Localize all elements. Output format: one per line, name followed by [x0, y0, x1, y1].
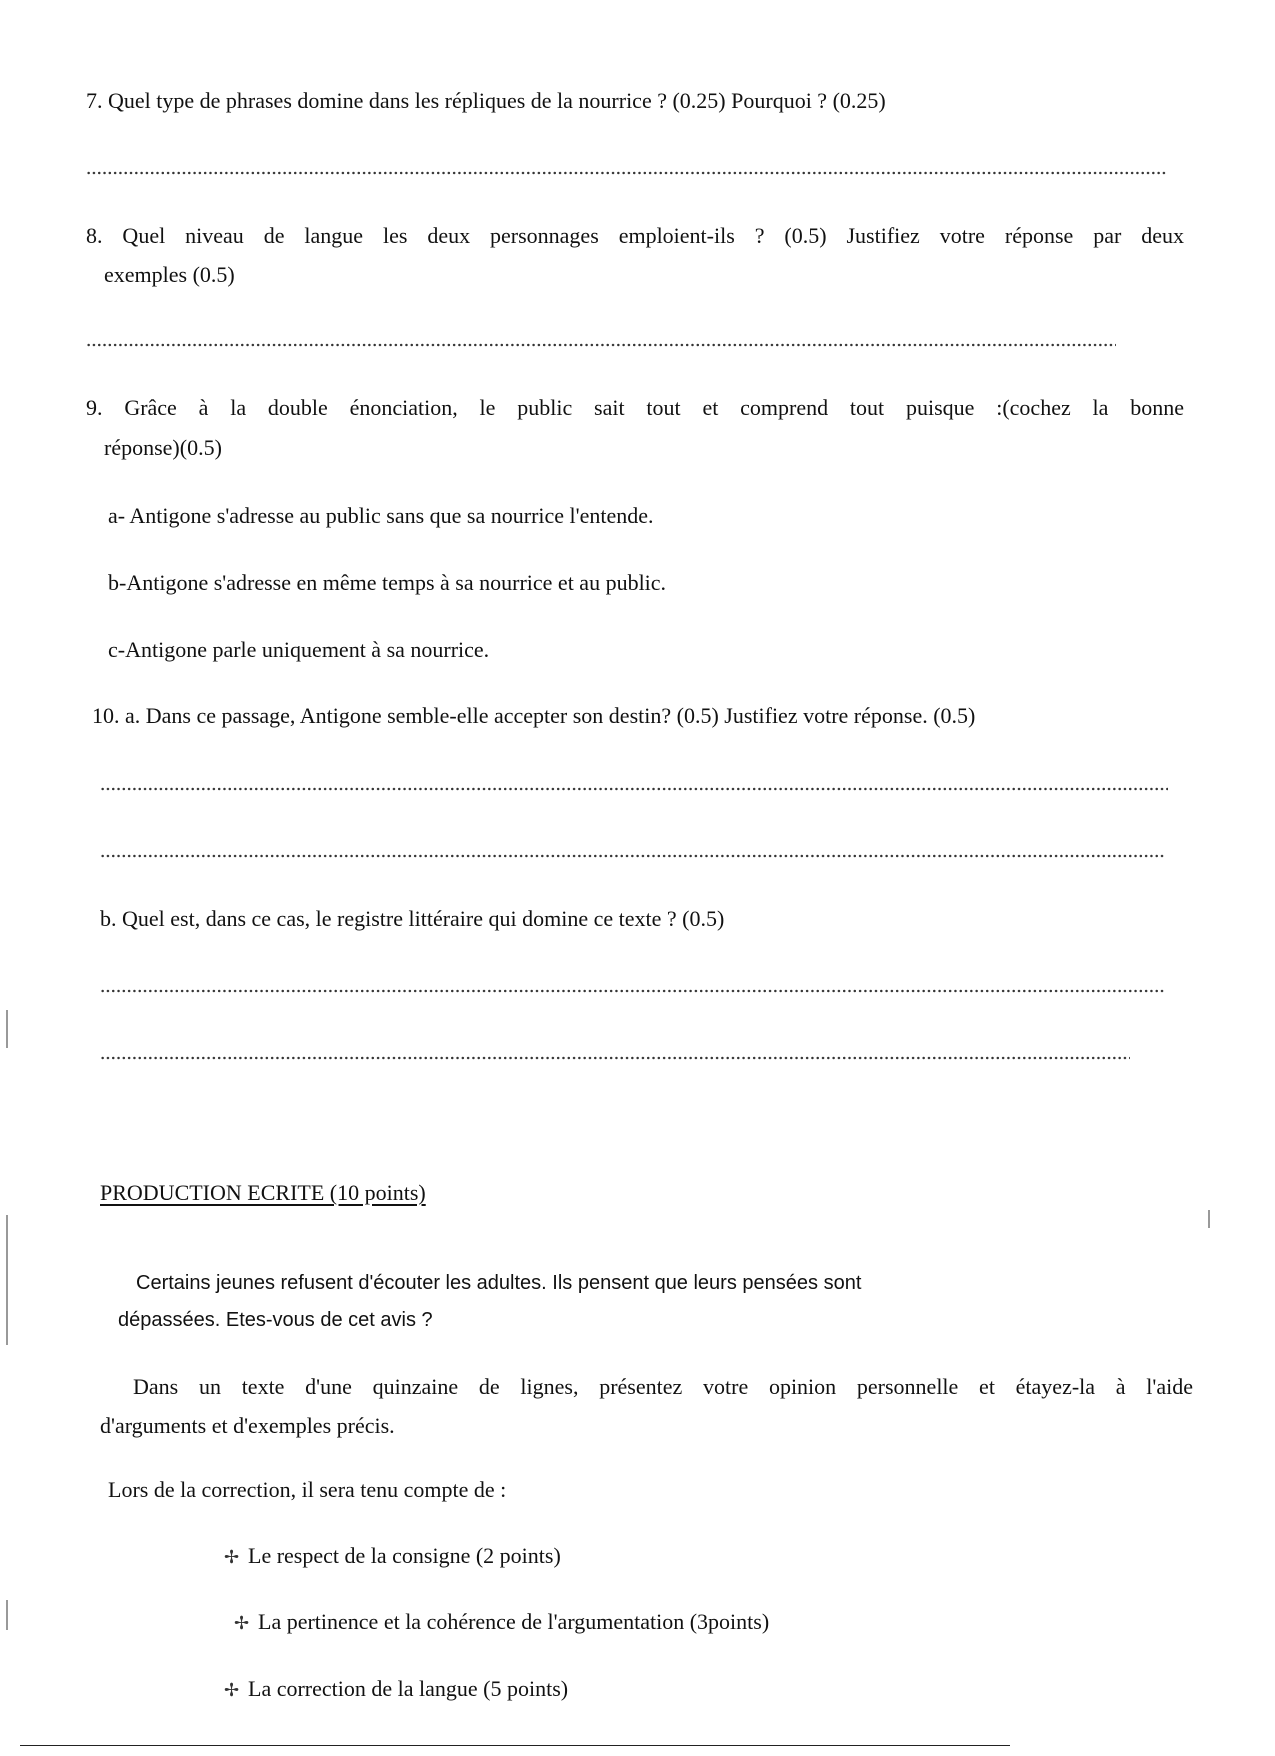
scan-speck — [6, 1600, 8, 1630]
criterion-3 — [224, 1676, 568, 1704]
scan-speck — [6, 1215, 8, 1345]
instruction-line-2: d'arguments et d'exemples précis. — [100, 1413, 395, 1438]
criterion-1-text: Le respect de la consigne (2 points) — [248, 1543, 561, 1568]
question-8-line-1: 8. Quel niveau de langue les deux personnages emploient-ils ? (0.5) Justifiez votre réponse par deux — [86, 223, 1184, 248]
answer-line-q10a-1[interactable] — [100, 786, 1168, 792]
footer-rule — [20, 1745, 1010, 1746]
criterion-2-text: La pertinence et la cohérence de l'argumentation (3points) — [258, 1609, 770, 1634]
scan-speck — [6, 1010, 8, 1048]
option-b[interactable]: b-Antigone s'adresse en même temps à sa nourrice et au public. — [108, 570, 667, 595]
answer-line-q10b-1[interactable] — [100, 988, 1164, 994]
question-9-line-1: 9. Grâce à la double énonciation, le public sait tout et comprend tout puisque :(cochez la bonne — [86, 395, 1184, 420]
instruction-line-1: Dans un texte d'une quinzaine de lignes, présentez votre opinion personnelle et étayez-la à l'aide — [133, 1374, 1193, 1399]
answer-line-q7[interactable] — [86, 170, 1166, 176]
option-a[interactable]: a- Antigone s'adresse au public sans que sa nourrice l'entende. — [108, 503, 654, 528]
question-10-b: b. Quel est, dans ce cas, le registre littéraire qui domine ce texte ? (0.5) — [100, 906, 725, 931]
prompt-line-2: dépassées. Etes-vous de cet avis ? — [118, 1309, 433, 1331]
question-8-line-2: exemples (0.5) — [104, 262, 235, 287]
question-9-line-2: réponse)(0.5) — [104, 435, 222, 460]
scan-speck — [1208, 1210, 1210, 1228]
bullet-icon: ✢ — [224, 1547, 240, 1568]
answer-line-q8[interactable] — [86, 342, 1116, 348]
criterion-1 — [224, 1543, 561, 1571]
criteria-intro: Lors de la correction, il sera tenu compte de : — [108, 1477, 507, 1502]
answer-line-q10b-2[interactable] — [100, 1055, 1130, 1061]
production-heading: PRODUCTION ECRITE (10 points) — [100, 1180, 426, 1205]
option-c[interactable]: c-Antigone parle uniquement à sa nourrice. — [108, 637, 490, 662]
question-10-a: 10. a. Dans ce passage, Antigone semble-elle accepter son destin? (0.5) Justifiez votre réponse. (0.5) — [92, 703, 976, 728]
bullet-icon: ✢ — [224, 1680, 240, 1701]
criterion-3-text: La correction de la langue (5 points) — [248, 1676, 569, 1701]
prompt-line-1: Certains jeunes refusent d'écouter les adultes. Ils pensent que leurs pensées sont — [136, 1272, 862, 1294]
criterion-2 — [234, 1609, 769, 1637]
bullet-icon: ✢ — [234, 1613, 250, 1634]
question-7: 7. Quel type de phrases domine dans les répliques de la nourrice ? (0.25) Pourquoi ? (0.25) — [86, 88, 886, 113]
answer-line-q10a-2[interactable] — [100, 853, 1164, 859]
